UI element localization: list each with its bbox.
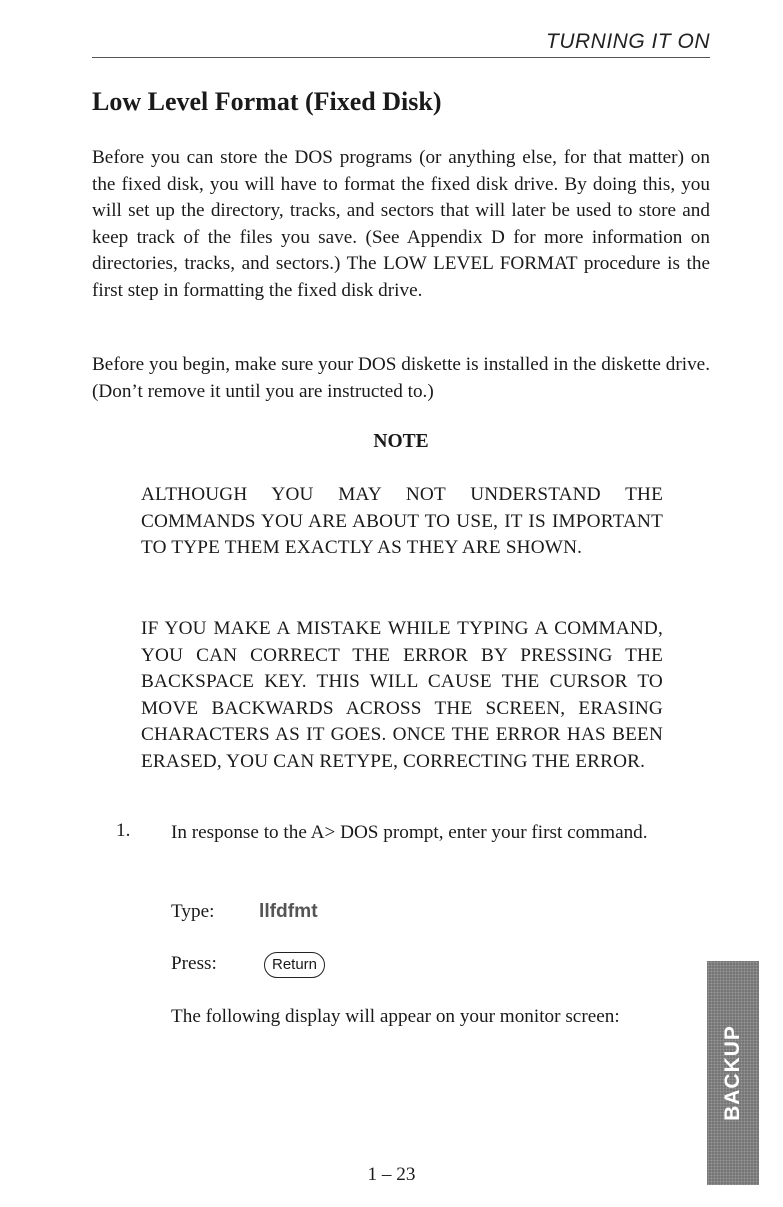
- section-title: Low Level Format (Fixed Disk): [92, 87, 442, 116]
- note-heading: NOTE: [373, 431, 429, 452]
- running-header: TURNING IT ON: [546, 30, 710, 53]
- following-display-text: The following display will appear on your monitor screen:: [171, 1006, 620, 1027]
- command-text: llfdfmt: [259, 901, 318, 922]
- step-number: 1.: [116, 820, 131, 841]
- backup-tab-label: BACKUP: [721, 1025, 744, 1121]
- intro-paragraph: Before you can store the DOS programs (or anything else, for that matter) on the fixed disk, you will have to format the fixed disk drive. By doing this, you will set up the directory, tracks, and sectors that will later be used to store and keep track of the files you save. (See Appendix D for more information on directories, tracks, and sectors.) The LOW LEVEL FORMAT procedure is the first step in formatting the fixed disk drive.: [92, 147, 710, 301]
- header-rule: [92, 57, 710, 58]
- note-paragraph-2: IF YOU MAKE A MISTAKE WHILE TYPING A COMMAND, YOU CAN CORRECT THE ERROR BY PRESSING THE BACKSPACE KEY. THIS WILL CAUSE THE CURSOR TO MOVE BACKWARDS ACROSS THE SCREEN, ERASING CHARACTERS AS IT GOES. ONCE THE ERROR HAS BEEN ERASED, YOU CAN RETYPE, CORRECTING THE ERROR.: [141, 618, 663, 772]
- step-instruction: In response to the A> DOS prompt, enter your first command.: [171, 822, 648, 843]
- backup-section-tab: [707, 961, 759, 1185]
- type-label: Type:: [171, 901, 215, 922]
- return-key-icon: Return: [264, 952, 325, 978]
- diskette-paragraph: Before you begin, make sure your DOS diskette is installed in the diskette drive. (Don’t remove it until you are instructed to.): [92, 354, 710, 402]
- note-paragraph-1: ALTHOUGH YOU MAY NOT UNDERSTAND THE COMMANDS YOU ARE ABOUT TO USE, IT IS IMPORTANT TO TYPE THEM EXACTLY AS THEY ARE SHOWN.: [141, 484, 663, 558]
- press-label: Press:: [171, 953, 217, 974]
- page-number: 1 – 23: [367, 1164, 416, 1185]
